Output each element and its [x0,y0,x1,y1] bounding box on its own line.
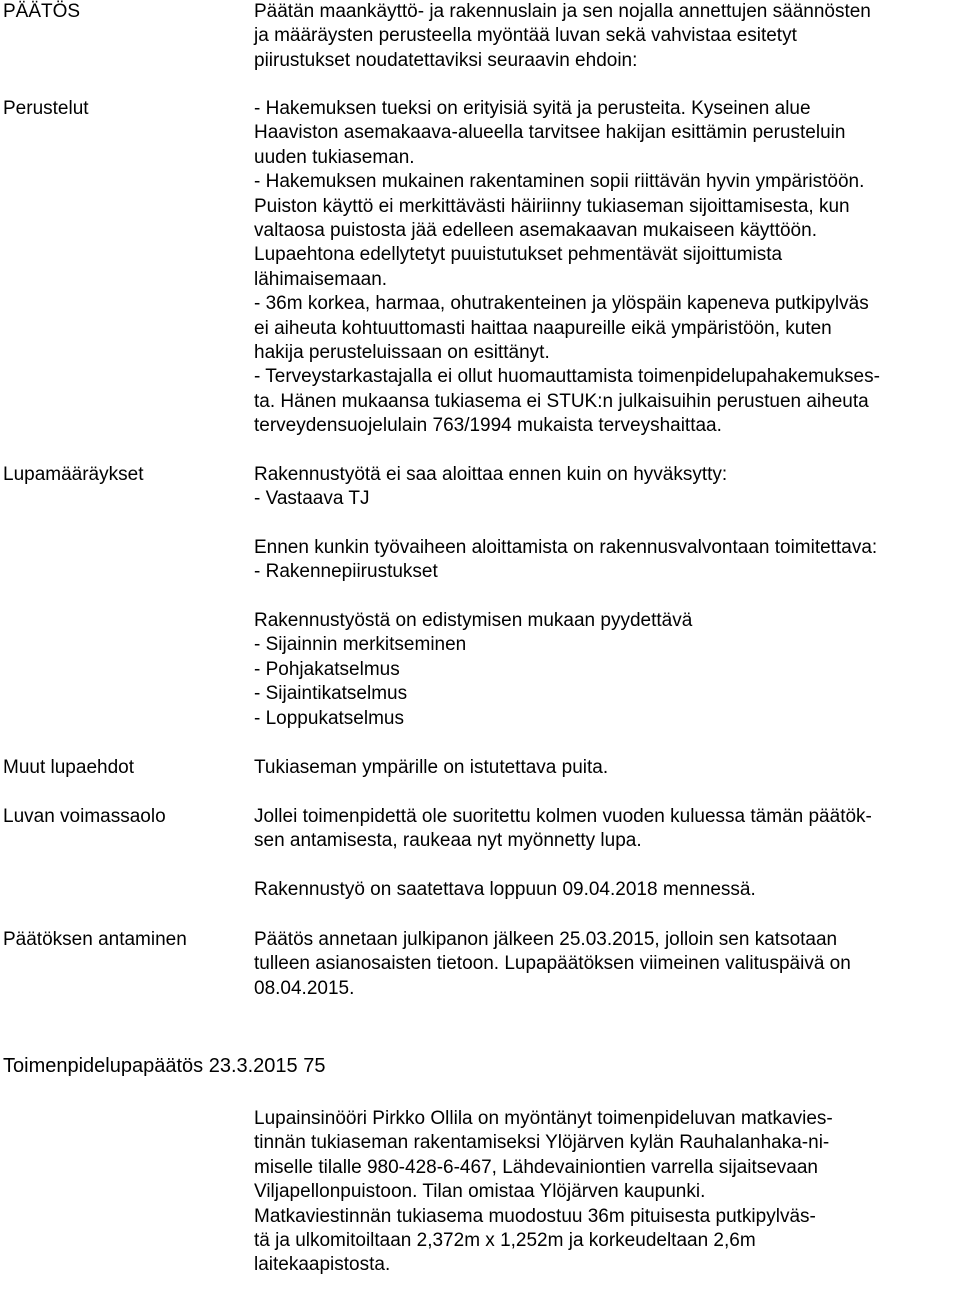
decision-body [254,1107,958,1278]
text-line: uuden tukiaseman. [254,146,415,168]
text-line: tinnän tukiaseman rakentamiseksi Ylöjärven kylän Rauhalanhaka-ni- [254,1132,830,1154]
text-line: Rakennustyö on saatettava loppuun 09.04.2018 mennessä. [254,879,756,900]
lupamaaraykset-group-2 [254,536,958,585]
section-label-luvan-voimassaolo: Luvan voimassaolo [3,806,166,827]
text-line: valtaosa puistosta jää edelleen asemakaavan mukaiseen käyttöön. [254,220,817,242]
muut-lupaehdot-text [254,756,958,780]
text-line: - Terveystarkastajalla ei ollut huomauttamista toimenpidelupahakemukses- [254,366,880,388]
text-line: Rakennustyötä ei saa aloittaa ennen kuin on hyväksytty: [254,464,728,485]
text-line: - Sijaintikatselmus [254,683,408,705]
text-line: 08.04.2015. [254,977,355,999]
text-line: piirustukset noudatettaviksi seuraavin ehdoin: [254,49,638,71]
text-line: Matkaviestinnän tukiasema muodostuu 36m pituisesta putkipylväs- [254,1205,816,1227]
text-line: Lupainsinööri Pirkko Ollila on myöntänyt toimenpideluvan matkavies- [254,1108,833,1129]
luvan-voimassaolo-text [254,805,958,854]
perustelut-text [254,97,958,439]
section-label-paatos: PÄÄTÖS [3,1,81,22]
text-line: ta. Hänen mukaansa tukiasema ei STUK:n julkaisuihin perustuen aiheuta [254,390,869,412]
section-label-perustelut: Perustelut [3,98,89,119]
paatoksen-antaminen-text [254,928,958,1001]
section-label-paatoksen-antaminen: Päätöksen antaminen [3,929,187,950]
section-label-lupamaaraykset: Lupamääräykset [3,464,144,485]
luvan-voimassaolo-extra [254,878,958,902]
text-line: Tukiaseman ympärille on istutettava puita. [254,757,609,778]
text-line: tulleen asianosaisten tietoon. Lupapäätöksen viimeinen valituspäivä on [254,953,851,975]
text-line: Viljapellonpuistoon. Tilan omistaa Ylöjärven kaupunki. [254,1181,706,1203]
section-label-muut-lupaehdot: Muut lupaehdot [3,757,134,778]
text-line: ei aiheuta kohtuuttomasti haittaa naapureille eikä ympäristöön, kuten [254,317,832,339]
text-line: Lupaehtona edellytetyt puuistutukset pehmentävät sijoittumista [254,244,783,266]
text-line: - Hakemuksen mukainen rakentaminen sopii riittävän hyvin ympäristöön. [254,171,865,193]
text-line: lähimaisemaan. [254,268,388,290]
text-line: - 36m korkea, harmaa, ohutrakenteinen ja ylöspäin kapeneva putkipylväs [254,293,869,315]
text-line: sen antamisesta, raukeaa nyt myönnetty lupa. [254,830,642,852]
decision-heading: Toimenpidelupapäätös 23.3.2015 75 [3,1055,326,1077]
text-line: ja määräysten perusteella myöntää luvan sekä vahvistaa esitetyt [254,25,797,47]
text-line: Ennen kunkin työvaiheen aloittamista on rakennusvalvontaan toimitettava: [254,537,878,558]
text-line: laitekaapistosta. [254,1254,391,1276]
text-line: - Vastaava TJ [254,488,370,510]
text-line: - Loppukatselmus [254,707,404,729]
text-line: Päätös annetaan julkipanon jälkeen 25.03.2015, jolloin sen katsotaan [254,929,838,950]
text-line: - Hakemuksen tueksi on erityisiä syitä ja perusteita. Kyseinen alue [254,98,811,119]
text-line: Rakennustyöstä on edistymisen mukaan pyydettävä [254,610,693,631]
text-line: - Pohjakatselmus [254,658,400,680]
text-line: miselle tilalle 980-428-6-467, Lähdevainiontien varrella sijaitsevaan [254,1156,818,1178]
text-line: tä ja ulkomitoiltaan 2,372m x 1,252m ja korkeudeltaan 2,6m [254,1230,756,1252]
lupamaaraykset-group-3 [254,609,958,731]
text-line: hakija perusteluissaan on esittänyt. [254,342,550,364]
text-line: Päätän maankäyttö- ja rakennuslain ja sen nojalla annettujen säännösten [254,1,871,22]
text-line: - Rakennepiirustukset [254,561,438,583]
paatos-text [254,0,958,73]
text-line: terveydensuojelulain 763/1994 mukaista terveyshaittaa. [254,415,722,437]
lupamaaraykset-group-1 [254,463,958,512]
text-line: Haaviston asemakaava-alueella tarvitsee hakijan esittämin perusteluin [254,122,846,144]
text-line: Puiston käyttö ei merkittävästi häiriinny tukiaseman sijoittamisesta, kun [254,195,850,217]
text-line: Jollei toimenpidettä ole suoritettu kolmen vuoden kuluessa tämän päätök- [254,806,872,827]
text-line: - Sijainnin merkitseminen [254,634,467,656]
